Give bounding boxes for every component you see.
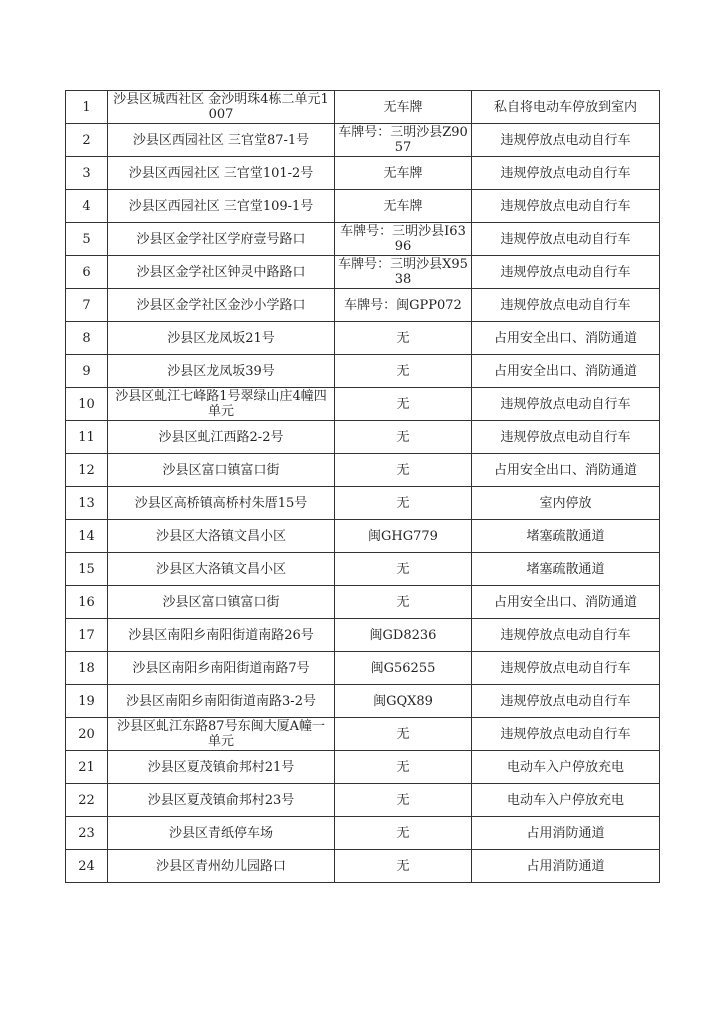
row-number-cell: 13 — [66, 487, 108, 520]
table-row — [66, 157, 660, 190]
address-cell: 沙县区金学社区学府壹号路口 — [108, 223, 335, 256]
row-number-cell: 19 — [66, 685, 108, 718]
table-row — [66, 652, 660, 685]
issue-cell: 私自将电动车停放到室内 — [472, 91, 660, 124]
table-row — [66, 817, 660, 850]
table-row — [66, 355, 660, 388]
address-cell: 沙县区大洛镇文昌小区 — [108, 553, 335, 586]
plate-cell: 闽GQX89 — [335, 685, 472, 718]
issue-cell: 违规停放点电动自行车 — [472, 652, 660, 685]
address-cell: 沙县区夏茂镇俞邦村23号 — [108, 784, 335, 817]
address-cell: 沙县区金学社区钟灵中路路口 — [108, 256, 335, 289]
table-row — [66, 256, 660, 289]
table-row — [66, 322, 660, 355]
table-row — [66, 553, 660, 586]
violation-table — [65, 90, 660, 883]
plate-cell: 无 — [335, 421, 472, 454]
table-row — [66, 850, 660, 883]
issue-cell: 违规停放点电动自行车 — [472, 685, 660, 718]
address-cell: 沙县区虬江七峰路1号翠绿山庄4幢四单元 — [108, 388, 335, 421]
issue-cell: 违规停放点电动自行车 — [472, 619, 660, 652]
plate-cell: 无 — [335, 355, 472, 388]
address-cell: 沙县区西园社区 三官堂101-2号 — [108, 157, 335, 190]
address-cell: 沙县区青纸停车场 — [108, 817, 335, 850]
row-number-cell: 17 — [66, 619, 108, 652]
plate-cell: 无 — [335, 454, 472, 487]
row-number-cell: 7 — [66, 289, 108, 322]
plate-cell: 车牌号：闽GPP072 — [335, 289, 472, 322]
address-cell: 沙县区城西社区 金沙明珠4栋二单元1007 — [108, 91, 335, 124]
address-cell: 沙县区夏茂镇俞邦村21号 — [108, 751, 335, 784]
address-cell: 沙县区虬江东路87号东闽大厦A幢一单元 — [108, 718, 335, 751]
table-row — [66, 619, 660, 652]
plate-cell: 无车牌 — [335, 157, 472, 190]
issue-cell: 占用安全出口、消防通道 — [472, 322, 660, 355]
row-number-cell: 22 — [66, 784, 108, 817]
issue-cell: 违规停放点电动自行车 — [472, 718, 660, 751]
issue-cell: 电动车入户停放充电 — [472, 784, 660, 817]
plate-cell: 车牌号：三明沙县I6396 — [335, 223, 472, 256]
address-cell: 沙县区西园社区 三官堂109-1号 — [108, 190, 335, 223]
plate-cell: 无 — [335, 817, 472, 850]
issue-cell: 违规停放点电动自行车 — [472, 190, 660, 223]
plate-cell: 无车牌 — [335, 91, 472, 124]
issue-cell: 违规停放点电动自行车 — [472, 124, 660, 157]
plate-cell: 闽GD8236 — [335, 619, 472, 652]
plate-cell: 闽G56255 — [335, 652, 472, 685]
row-number-cell: 23 — [66, 817, 108, 850]
plate-cell: 无 — [335, 586, 472, 619]
row-number-cell: 9 — [66, 355, 108, 388]
table-row — [66, 190, 660, 223]
plate-cell: 车牌号：三明沙县X9538 — [335, 256, 472, 289]
plate-cell: 无 — [335, 718, 472, 751]
issue-cell: 占用消防通道 — [472, 850, 660, 883]
row-number-cell: 11 — [66, 421, 108, 454]
issue-cell: 占用安全出口、消防通道 — [472, 454, 660, 487]
row-number-cell: 6 — [66, 256, 108, 289]
address-cell: 沙县区龙凤坂21号 — [108, 322, 335, 355]
address-cell: 沙县区富口镇富口街 — [108, 586, 335, 619]
issue-cell: 堵塞疏散通道 — [472, 553, 660, 586]
address-cell: 沙县区西园社区 三官堂87-1号 — [108, 124, 335, 157]
issue-cell: 堵塞疏散通道 — [472, 520, 660, 553]
plate-cell: 无 — [335, 850, 472, 883]
address-cell: 沙县区富口镇富口街 — [108, 454, 335, 487]
issue-cell: 违规停放点电动自行车 — [472, 289, 660, 322]
row-number-cell: 4 — [66, 190, 108, 223]
address-cell: 沙县区南阳乡南阳街道南路26号 — [108, 619, 335, 652]
row-number-cell: 18 — [66, 652, 108, 685]
row-number-cell: 24 — [66, 850, 108, 883]
row-number-cell: 12 — [66, 454, 108, 487]
issue-cell: 违规停放点电动自行车 — [472, 256, 660, 289]
plate-cell: 无 — [335, 784, 472, 817]
table-body — [66, 91, 660, 883]
table-row — [66, 751, 660, 784]
row-number-cell: 5 — [66, 223, 108, 256]
plate-cell: 车牌号：三明沙县Z9057 — [335, 124, 472, 157]
plate-cell: 闽GHG779 — [335, 520, 472, 553]
table-row — [66, 421, 660, 454]
table-row — [66, 388, 660, 421]
table-row — [66, 520, 660, 553]
row-number-cell: 15 — [66, 553, 108, 586]
table-row — [66, 784, 660, 817]
issue-cell: 违规停放点电动自行车 — [472, 157, 660, 190]
issue-cell: 室内停放 — [472, 487, 660, 520]
address-cell: 沙县区虬江西路2-2号 — [108, 421, 335, 454]
table-row — [66, 454, 660, 487]
plate-cell: 无 — [335, 322, 472, 355]
address-cell: 沙县区青州幼儿园路口 — [108, 850, 335, 883]
plate-cell: 无车牌 — [335, 190, 472, 223]
issue-cell: 违规停放点电动自行车 — [472, 421, 660, 454]
address-cell: 沙县区龙凤坂39号 — [108, 355, 335, 388]
plate-cell: 无 — [335, 487, 472, 520]
address-cell: 沙县区南阳乡南阳街道南路3-2号 — [108, 685, 335, 718]
table-row — [66, 289, 660, 322]
row-number-cell: 2 — [66, 124, 108, 157]
table-row — [66, 718, 660, 751]
row-number-cell: 14 — [66, 520, 108, 553]
row-number-cell: 8 — [66, 322, 108, 355]
issue-cell: 违规停放点电动自行车 — [472, 388, 660, 421]
address-cell: 沙县区金学社区金沙小学路口 — [108, 289, 335, 322]
table-row — [66, 223, 660, 256]
table-row — [66, 124, 660, 157]
issue-cell: 占用安全出口、消防通道 — [472, 586, 660, 619]
table-row — [66, 685, 660, 718]
table-row — [66, 586, 660, 619]
address-cell: 沙县区大洛镇文昌小区 — [108, 520, 335, 553]
address-cell: 沙县区高桥镇高桥村朱厝15号 — [108, 487, 335, 520]
row-number-cell: 16 — [66, 586, 108, 619]
table-row — [66, 91, 660, 124]
row-number-cell: 21 — [66, 751, 108, 784]
issue-cell: 电动车入户停放充电 — [472, 751, 660, 784]
issue-cell: 占用安全出口、消防通道 — [472, 355, 660, 388]
issue-cell: 违规停放点电动自行车 — [472, 223, 660, 256]
plate-cell: 无 — [335, 388, 472, 421]
row-number-cell: 1 — [66, 91, 108, 124]
plate-cell: 无 — [335, 751, 472, 784]
row-number-cell: 3 — [66, 157, 108, 190]
plate-cell: 无 — [335, 553, 472, 586]
issue-cell: 占用消防通道 — [472, 817, 660, 850]
row-number-cell: 20 — [66, 718, 108, 751]
address-cell: 沙县区南阳乡南阳街道南路7号 — [108, 652, 335, 685]
row-number-cell: 10 — [66, 388, 108, 421]
table-row — [66, 487, 660, 520]
